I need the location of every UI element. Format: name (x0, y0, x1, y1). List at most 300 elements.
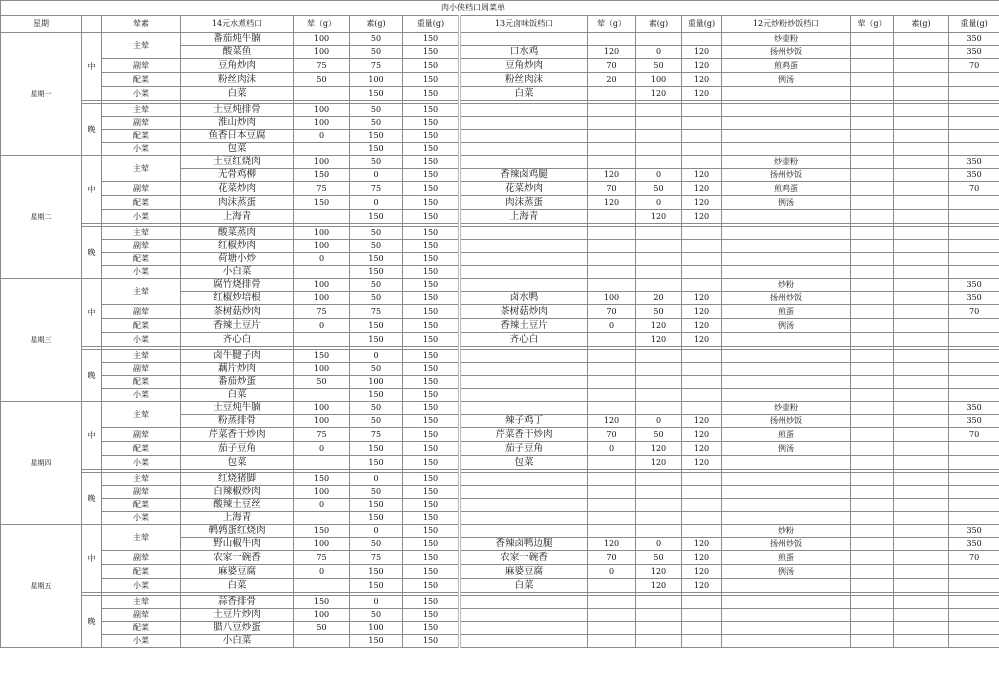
empty-cell (949, 473, 999, 486)
table-row (1, 486, 999, 499)
stall1-weight-g: 150 (403, 292, 460, 305)
stall1-meat-g: 100 (294, 104, 350, 117)
empty-cell (949, 622, 999, 635)
stall2-weight-g: 120 (682, 305, 722, 319)
stall1-dish: 土豆炖牛腩 (181, 402, 294, 415)
dish-type: 小菜 (102, 143, 181, 156)
stall1-dish: 藕片炒肉 (181, 363, 294, 376)
empty-cell (682, 117, 722, 130)
stall2-dish (460, 33, 588, 46)
dish-type: 小菜 (102, 210, 181, 224)
stall1-veg-g: 150 (350, 210, 403, 224)
stall3-meat-g (851, 292, 894, 305)
stall3-veg-g (894, 551, 949, 565)
empty-cell (722, 363, 851, 376)
stall1-weight-g: 150 (403, 169, 460, 182)
table-row (1, 402, 999, 415)
stall3-meat-g (851, 73, 894, 87)
stall1-dish: 白菜 (181, 389, 294, 402)
stall2-weight-g: 120 (682, 565, 722, 579)
stall1-veg-g: 150 (350, 319, 403, 333)
stall1-veg-g: 150 (350, 266, 403, 279)
table-row (1, 104, 999, 117)
stall1-weight-g: 150 (403, 499, 460, 512)
stall1-meat-g: 100 (294, 609, 350, 622)
stall2-meat-g (588, 33, 636, 46)
dish-type: 小菜 (102, 389, 181, 402)
table-row (1, 33, 999, 46)
stall1-weight-g: 150 (403, 442, 460, 456)
dish-type: 副荤 (102, 305, 181, 319)
empty-cell (636, 596, 682, 609)
empty-cell (894, 117, 949, 130)
stall3-veg-g (894, 169, 949, 182)
dish-type: 主荤 (102, 227, 181, 240)
stall3-meat-g (851, 551, 894, 565)
stall3-veg-g (894, 46, 949, 59)
stall3-meat-g (851, 402, 894, 415)
stall3-meat-g (851, 279, 894, 292)
empty-cell (722, 596, 851, 609)
stall1-meat-g: 0 (294, 319, 350, 333)
empty-cell (460, 130, 588, 143)
empty-cell (460, 253, 588, 266)
stall1-veg-g: 150 (350, 499, 403, 512)
stall1-meat-g (294, 87, 350, 101)
stall1-dish: 红烧猪脚 (181, 473, 294, 486)
empty-cell (894, 376, 949, 389)
header-stall2-meat: 荤（g） (588, 16, 636, 33)
stall2-meat-g: 70 (588, 551, 636, 565)
stall1-veg-g: 0 (350, 473, 403, 486)
stall3-weight-g: 350 (949, 292, 999, 305)
dish-type: 副荤 (102, 609, 181, 622)
header-stall1-name: 14元水煮档口 (181, 16, 294, 33)
stall3-meat-g (851, 87, 894, 101)
stall2-dish: 芹菜香干炒肉 (460, 428, 588, 442)
stall3-meat-g (851, 565, 894, 579)
stall3-dish: 例汤 (722, 565, 851, 579)
stall1-weight-g: 150 (403, 565, 460, 579)
stall1-meat-g: 75 (294, 428, 350, 442)
stall2-veg-g: 50 (636, 428, 682, 442)
stall3-weight-g: 350 (949, 402, 999, 415)
empty-cell (722, 227, 851, 240)
empty-cell (682, 389, 722, 402)
empty-cell (682, 635, 722, 648)
table-row (1, 350, 999, 363)
day-label: 星期三 (1, 279, 82, 402)
stall1-weight-g: 150 (403, 609, 460, 622)
stall2-dish: 香辣卤鸡腿 (460, 169, 588, 182)
stall1-meat-g: 100 (294, 240, 350, 253)
dish-type: 小菜 (102, 512, 181, 525)
stall2-dish: 卤水鸭 (460, 292, 588, 305)
table-row (1, 87, 999, 101)
stall1-meat-g: 150 (294, 169, 350, 182)
dish-type: 副荤 (102, 486, 181, 499)
stall3-dish: 扬州炒饭 (722, 538, 851, 551)
empty-cell (894, 363, 949, 376)
stall1-veg-g: 100 (350, 622, 403, 635)
table-row (1, 333, 999, 347)
empty-cell (588, 499, 636, 512)
dish-type: 小菜 (102, 87, 181, 101)
dish-type: 配菜 (102, 499, 181, 512)
empty-cell (722, 473, 851, 486)
empty-cell (682, 104, 722, 117)
empty-cell (682, 240, 722, 253)
empty-cell (949, 104, 999, 117)
stall1-dish: 香辣土豆片 (181, 319, 294, 333)
stall1-veg-g: 150 (350, 442, 403, 456)
stall3-dish: 炒粉 (722, 279, 851, 292)
meal-dinner-label: 晚 (82, 104, 102, 156)
stall2-veg-g: 20 (636, 292, 682, 305)
stall1-weight-g: 150 (403, 279, 460, 292)
dish-type: 配菜 (102, 565, 181, 579)
stall1-dish: 包菜 (181, 143, 294, 156)
dish-type: 小菜 (102, 333, 181, 347)
stall1-dish: 花菜炒肉 (181, 182, 294, 196)
stall3-veg-g (894, 210, 949, 224)
empty-cell (682, 363, 722, 376)
stall1-weight-g: 150 (403, 635, 460, 648)
stall2-veg-g: 0 (636, 196, 682, 210)
table-row (1, 389, 999, 402)
stall1-meat-g (294, 333, 350, 347)
stall3-veg-g (894, 538, 949, 551)
stall1-dish: 麻婆豆腐 (181, 565, 294, 579)
stall1-veg-g: 150 (350, 130, 403, 143)
stall1-dish: 肉沫蒸蛋 (181, 196, 294, 210)
stall2-meat-g: 70 (588, 428, 636, 442)
empty-cell (682, 622, 722, 635)
stall1-veg-g: 150 (350, 333, 403, 347)
empty-cell (636, 609, 682, 622)
empty-cell (682, 609, 722, 622)
stall3-veg-g (894, 59, 949, 73)
dish-type: 主荤 (102, 279, 181, 305)
empty-cell (851, 596, 894, 609)
dish-type: 主荤 (102, 104, 181, 117)
table-row (1, 305, 999, 319)
empty-cell (460, 104, 588, 117)
stall3-weight-g: 350 (949, 46, 999, 59)
stall2-weight-g: 120 (682, 319, 722, 333)
stall1-veg-g: 75 (350, 428, 403, 442)
empty-cell (949, 240, 999, 253)
stall1-weight-g: 150 (403, 143, 460, 156)
meal-lunch-label: 中 (82, 525, 102, 593)
stall3-meat-g (851, 59, 894, 73)
stall3-weight-g: 70 (949, 551, 999, 565)
stall1-dish: 酸辣土豆丝 (181, 499, 294, 512)
stall1-dish: 齐心白 (181, 333, 294, 347)
header-stall3-name: 12元炒粉炒饭档口 (722, 16, 851, 33)
stall3-dish: 炒壶粉 (722, 33, 851, 46)
empty-cell (949, 389, 999, 402)
stall3-dish: 扬州炒饭 (722, 292, 851, 305)
stall3-meat-g (851, 319, 894, 333)
stall1-veg-g: 0 (350, 169, 403, 182)
empty-cell (851, 266, 894, 279)
stall1-meat-g: 100 (294, 227, 350, 240)
stall1-veg-g: 50 (350, 156, 403, 169)
empty-cell (949, 486, 999, 499)
dish-type: 副荤 (102, 240, 181, 253)
stall3-veg-g (894, 525, 949, 538)
stall1-dish: 芹菜香干炒肉 (181, 428, 294, 442)
stall2-dish: 粉丝肉沫 (460, 73, 588, 87)
stall1-meat-g: 100 (294, 156, 350, 169)
table-row (1, 551, 999, 565)
stall1-weight-g: 150 (403, 551, 460, 565)
empty-cell (636, 622, 682, 635)
header-stall2-veg: 素(g) (636, 16, 682, 33)
stall1-meat-g: 150 (294, 196, 350, 210)
header-stall2-weight: 重量(g) (682, 16, 722, 33)
dish-type: 配菜 (102, 622, 181, 635)
stall1-meat-g: 0 (294, 499, 350, 512)
stall1-veg-g: 50 (350, 486, 403, 499)
stall1-weight-g: 150 (403, 305, 460, 319)
stall3-weight-g: 350 (949, 279, 999, 292)
stall3-weight-g: 70 (949, 305, 999, 319)
header-row (1, 16, 999, 33)
empty-cell (636, 486, 682, 499)
stall1-dish: 红椒炒肉 (181, 240, 294, 253)
stall3-weight-g (949, 196, 999, 210)
empty-cell (851, 363, 894, 376)
stall2-weight-g: 120 (682, 442, 722, 456)
stall1-veg-g: 100 (350, 73, 403, 87)
stall3-weight-g (949, 210, 999, 224)
meal-dinner-label: 晚 (82, 473, 102, 525)
empty-cell (636, 635, 682, 648)
stall1-weight-g: 150 (403, 130, 460, 143)
stall2-weight-g: 120 (682, 333, 722, 347)
empty-cell (722, 486, 851, 499)
stall1-veg-g: 75 (350, 551, 403, 565)
empty-cell (588, 104, 636, 117)
stall2-weight-g: 120 (682, 456, 722, 470)
stall2-meat-g (588, 333, 636, 347)
stall1-veg-g: 50 (350, 104, 403, 117)
table-row (1, 376, 999, 389)
stall1-veg-g: 150 (350, 456, 403, 470)
empty-cell (722, 499, 851, 512)
title-text: 肉小侠档口周菜单 (441, 3, 505, 12)
stall1-veg-g: 50 (350, 363, 403, 376)
stall1-weight-g: 150 (403, 253, 460, 266)
empty-cell (588, 596, 636, 609)
day-label: 星期五 (1, 525, 82, 648)
stall1-veg-g: 150 (350, 565, 403, 579)
empty-cell (949, 117, 999, 130)
empty-cell (851, 104, 894, 117)
table-row (1, 428, 999, 442)
empty-cell (588, 240, 636, 253)
empty-cell (722, 130, 851, 143)
stall1-meat-g: 100 (294, 402, 350, 415)
empty-cell (949, 266, 999, 279)
table-row (1, 596, 999, 609)
stall3-weight-g: 350 (949, 538, 999, 551)
stall1-weight-g: 150 (403, 156, 460, 169)
empty-cell (894, 130, 949, 143)
stall1-meat-g (294, 579, 350, 593)
stall3-meat-g (851, 182, 894, 196)
stall3-weight-g: 350 (949, 525, 999, 538)
empty-cell (722, 635, 851, 648)
empty-cell (949, 227, 999, 240)
empty-cell (460, 117, 588, 130)
stall3-veg-g (894, 442, 949, 456)
table-row (1, 210, 999, 224)
stall1-weight-g: 150 (403, 596, 460, 609)
dish-type: 副荤 (102, 117, 181, 130)
stall2-meat-g (588, 156, 636, 169)
dish-type: 小菜 (102, 456, 181, 470)
stall1-dish: 土豆炖排骨 (181, 104, 294, 117)
empty-cell (851, 635, 894, 648)
stall3-dish: 例汤 (722, 73, 851, 87)
empty-cell (894, 622, 949, 635)
stall2-weight-g: 120 (682, 73, 722, 87)
stall2-dish: 花菜炒肉 (460, 182, 588, 196)
empty-cell (851, 499, 894, 512)
stall1-weight-g: 150 (403, 622, 460, 635)
empty-cell (949, 130, 999, 143)
stall2-meat-g (588, 87, 636, 101)
empty-cell (460, 376, 588, 389)
stall1-weight-g: 150 (403, 376, 460, 389)
meal-lunch-label: 中 (82, 156, 102, 224)
stall1-dish: 豆角炒肉 (181, 59, 294, 73)
stall2-weight-g (682, 279, 722, 292)
stall1-weight-g: 150 (403, 266, 460, 279)
stall2-veg-g: 120 (636, 87, 682, 101)
empty-cell (851, 130, 894, 143)
stall1-veg-g: 50 (350, 46, 403, 59)
empty-cell (636, 266, 682, 279)
stall2-dish: 齐心白 (460, 333, 588, 347)
stall1-weight-g: 150 (403, 415, 460, 428)
day-label: 星期二 (1, 156, 82, 279)
empty-cell (949, 350, 999, 363)
table-row (1, 143, 999, 156)
stall1-veg-g: 50 (350, 227, 403, 240)
stall3-dish (722, 456, 851, 470)
stall2-meat-g: 0 (588, 565, 636, 579)
empty-cell (682, 227, 722, 240)
header-stall1-weight: 重量(g) (403, 16, 460, 33)
stall3-weight-g: 350 (949, 169, 999, 182)
stall2-meat-g (588, 456, 636, 470)
stall2-weight-g (682, 525, 722, 538)
stall2-dish: 白菜 (460, 579, 588, 593)
stall3-veg-g (894, 428, 949, 442)
empty-cell (588, 376, 636, 389)
table-row (1, 622, 999, 635)
stall1-weight-g: 150 (403, 473, 460, 486)
stall3-weight-g: 70 (949, 428, 999, 442)
empty-cell (460, 473, 588, 486)
stall1-veg-g: 75 (350, 305, 403, 319)
stall3-veg-g (894, 456, 949, 470)
stall3-veg-g (894, 73, 949, 87)
stall3-weight-g (949, 565, 999, 579)
stall1-dish: 番茄炒蛋 (181, 376, 294, 389)
stall3-veg-g (894, 279, 949, 292)
stall2-dish: 辣子鸡丁 (460, 415, 588, 428)
empty-cell (851, 350, 894, 363)
stall1-veg-g: 150 (350, 635, 403, 648)
empty-cell (851, 512, 894, 525)
dish-type: 配菜 (102, 442, 181, 456)
stall3-veg-g (894, 579, 949, 593)
stall2-weight-g: 120 (682, 551, 722, 565)
stall3-dish: 煎鸡蛋 (722, 59, 851, 73)
stall1-veg-g: 150 (350, 87, 403, 101)
table-row (1, 253, 999, 266)
header-type: 荤素 (102, 16, 181, 33)
stall1-weight-g: 150 (403, 73, 460, 87)
stall1-dish: 卤牛腱子肉 (181, 350, 294, 363)
stall1-meat-g: 100 (294, 279, 350, 292)
empty-cell (682, 266, 722, 279)
header-stall3-weight: 重量(g) (949, 16, 999, 33)
stall1-weight-g: 150 (403, 117, 460, 130)
stall3-dish (722, 87, 851, 101)
stall3-veg-g (894, 305, 949, 319)
stall1-meat-g: 150 (294, 596, 350, 609)
stall1-meat-g (294, 210, 350, 224)
stall1-veg-g: 50 (350, 609, 403, 622)
stall3-dish: 例汤 (722, 196, 851, 210)
day-label: 星期一 (1, 33, 82, 156)
stall1-dish: 农家一碗香 (181, 551, 294, 565)
stall3-dish (722, 210, 851, 224)
stall3-dish (722, 333, 851, 347)
stall2-meat-g: 120 (588, 538, 636, 551)
table-row (1, 130, 999, 143)
stall1-veg-g: 50 (350, 402, 403, 415)
stall1-dish: 粉丝肉沫 (181, 73, 294, 87)
stall3-dish: 例汤 (722, 319, 851, 333)
stall2-dish: 茶树菇炒肉 (460, 305, 588, 319)
header-stall2-name: 13元卤味饭档口 (460, 16, 588, 33)
empty-cell (460, 240, 588, 253)
stall1-dish: 小白菜 (181, 635, 294, 648)
stall3-dish: 炒壶粉 (722, 402, 851, 415)
empty-cell (636, 499, 682, 512)
stall2-dish: 香辣土豆片 (460, 319, 588, 333)
empty-cell (894, 227, 949, 240)
table-row (1, 442, 999, 456)
header-stall3-veg: 素(g) (894, 16, 949, 33)
stall3-weight-g (949, 87, 999, 101)
stall3-weight-g: 70 (949, 182, 999, 196)
stall1-dish: 上海青 (181, 512, 294, 525)
stall1-weight-g: 150 (403, 486, 460, 499)
table-row (1, 473, 999, 486)
header-stall3-meat: 荤（g） (851, 16, 894, 33)
empty-cell (722, 143, 851, 156)
stall3-meat-g (851, 428, 894, 442)
table-row (1, 319, 999, 333)
